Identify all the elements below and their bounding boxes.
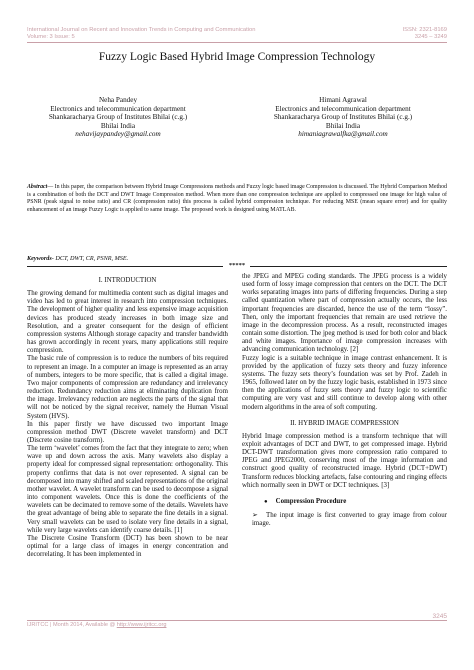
section-heading-hybrid: II. HYBRID IMAGE COMPRESSION	[290, 419, 399, 427]
arrow-bullet-text: The input image is first converted to gray image from colour image.	[252, 512, 447, 528]
paragraph: The Discrete Cosine Transform (DCT) has been shown to be near optimal for a large class of images in energy concentration and decorrelating. It has been implemented in	[27, 534, 228, 559]
paragraph: The term ‘wavelet’ comes from the fact that they integrate to zero; when wave up and down across the axis. Many wavelets also display a property ideal for compressed signal representation: orthogonality. This property confirms that data is not over represented. A signal can be decomposed into many shifted and scaled representations of the original mother wavelet. A wavelet transform can be used to decompose a signal into component wavelets. Once this is done the coefficients of the wavelets can be decimated to remove some of the details. Wavelets have the great advantage of being able to separate the fine details in a signal. Very small wavelets can be used to isolate very fine details in a signal, while very large wavelets can identify coarse details. [1]	[27, 445, 228, 534]
paragraph: Fuzzy logic is a suitable technique in image contrast enhancement. It is provided by the application of fuzzy sets theory and fuzzy inference systems. The fuzzy sets theory’s foundation was set by Prof. Zadeh in 1965, followed later on by the fuzzy logic basis, established in 1973 since then the applications of fuzzy sets theory and fuzzy logic to scientific computing are very vast and still continue to develop along with other modern algorithms in the area of soft computing.	[242, 354, 447, 411]
footer-rule	[27, 620, 447, 621]
author-org: Shankaracharya Group of Institutes Bhilai (c.g.)	[48, 113, 188, 122]
keywords-label: Keywords	[27, 255, 52, 262]
paragraph: Hybrid Image compression method is a transform technique that will exploit advantages of DCT and DWT, to get compressed image. Hybrid DCT-DWT transformation gives more compression ratio compared to JPEG and JPEG2000, conserving most of the image information and construct good quality of reconstructed image. Hybrid (DCT+DWT) Transform reduces blocking artefacts, false contouring and ringing effects which normally seen in DWT or DCT techniques. [3]	[242, 432, 447, 489]
arrow-bullet	[252, 512, 447, 528]
author-block-2	[258, 96, 428, 139]
keywords	[27, 255, 447, 262]
paragraph: In this paper firstly we have discussed two important Image compression method DWT (Discrete wavelet transform) and DCT (Discrete cosine transform).	[27, 420, 228, 444]
right-column	[242, 273, 447, 528]
paragraph: The growing demand for multimedia content such as digital images and video has led to great interest in research into compression techniques. The development of higher quality and less expensive image acquisition devices has produced steady increases in both image size and Resolution, and a greater consequent for the design of efficient compression systems Although storage capacity and transfer bandwidth has grown accordingly in recent years, many applications still require compression.	[27, 290, 228, 355]
page-number: 3245	[432, 613, 447, 620]
keywords-text: - DCT, DWT, CR, PSNR, MSE.	[51, 255, 129, 262]
abstract	[27, 184, 447, 215]
journal-name: International Journal on Recent and Innovation Trends in Computing and Communication	[27, 27, 256, 33]
journal-volume: Volume: 3 Issue: 5	[27, 34, 75, 40]
author-name: Neha Pandey	[98, 96, 138, 104]
header-rule	[27, 42, 447, 43]
footer-text: IJRITCC | Month 2014, Available @	[27, 622, 117, 628]
separator-rule-right	[250, 266, 447, 267]
bullet-heading: ● Compression Procedure	[264, 498, 447, 506]
author-dept: Electronics and telecommunication department	[275, 104, 411, 113]
paper-title: Fuzzy Logic Based Hybrid Image Compression Technology	[98, 51, 376, 63]
author-org: Shankaracharya Group of Institutes Bhilai (c.g.)	[273, 113, 413, 122]
author-dept: Electronics and telecommunication department	[50, 104, 186, 113]
left-column	[27, 273, 228, 559]
section-heading-introduction: I. INTRODUCTION	[98, 277, 157, 284]
author-place: Bhilai India	[325, 121, 361, 130]
separator-stars: *****	[228, 262, 246, 269]
author-place: Bhilai India	[100, 121, 136, 130]
author-email[interactable]: himaniagrawalfka@gmail.com	[298, 130, 388, 139]
arrow-bullet-icon: ➢	[252, 512, 258, 520]
issn: ISSN: 2321-8169	[402, 27, 447, 33]
author-email[interactable]: nehavijaypandey@gmail.com	[75, 130, 161, 139]
journal-header	[27, 27, 255, 41]
page-range: 3245 – 3249	[414, 34, 447, 40]
author-name: Himani Agrawal	[319, 96, 367, 104]
footer	[27, 622, 166, 628]
journal-meta	[403, 27, 447, 41]
author-block-1	[38, 96, 198, 139]
footer-link[interactable]: http://www.ijritcc.org	[116, 622, 167, 628]
paragraph: The basic rule of compression is to reduce the numbers of bits required to represent an image. In a computer an image is represented as an array of numbers, integers to be more specific, that is called a digital image. Two major components of compression are redundancy and irrelevancy reduction. Redundancy reduction aims at eliminating duplication from the image. Irrelevancy reduction are neglects the parts of the signal that will not be noticed by the signal receiver, namely the Human Visual System (HVS).	[27, 355, 228, 420]
paragraph: the JPEG and MPEG coding standards. The JPEG process is a widely used form of lossy image compression that centers on the DCT. The DCT works separating images into parts of differing frequencies. During a step called quantization where part of compression actually occurs, the less important frequencies are discarded, hence the use of the term “lossy”. Then, only the important frequencies that remain are used retrieve the image in the decompression process. As a result, reconstructed images contain some distortion. The jpeg method is used for both color and black and white images. Importance of image compression increases with advancing communication technology. [2]	[242, 273, 447, 354]
abstract-text: — In this paper, the comparison between Hybrid Image Compressions methods and Fuzzy logic based image Compression is discussed. The Hybrid Comparison Method is a combination of both the DCT and DWT Image Compression method. When more than one compression technique are applied to compressed one image for high value of PSNR (peak signal to noise ratio) and CR (compression ratio) this process is called hybrid compression technique. For reducing MSE (mean square error) and for quality enhancement of an image Fuzzy Logic is applied to same image. The proposed work is designed using MATLAB.	[27, 184, 447, 214]
abstract-label: Abstract	[27, 184, 48, 190]
